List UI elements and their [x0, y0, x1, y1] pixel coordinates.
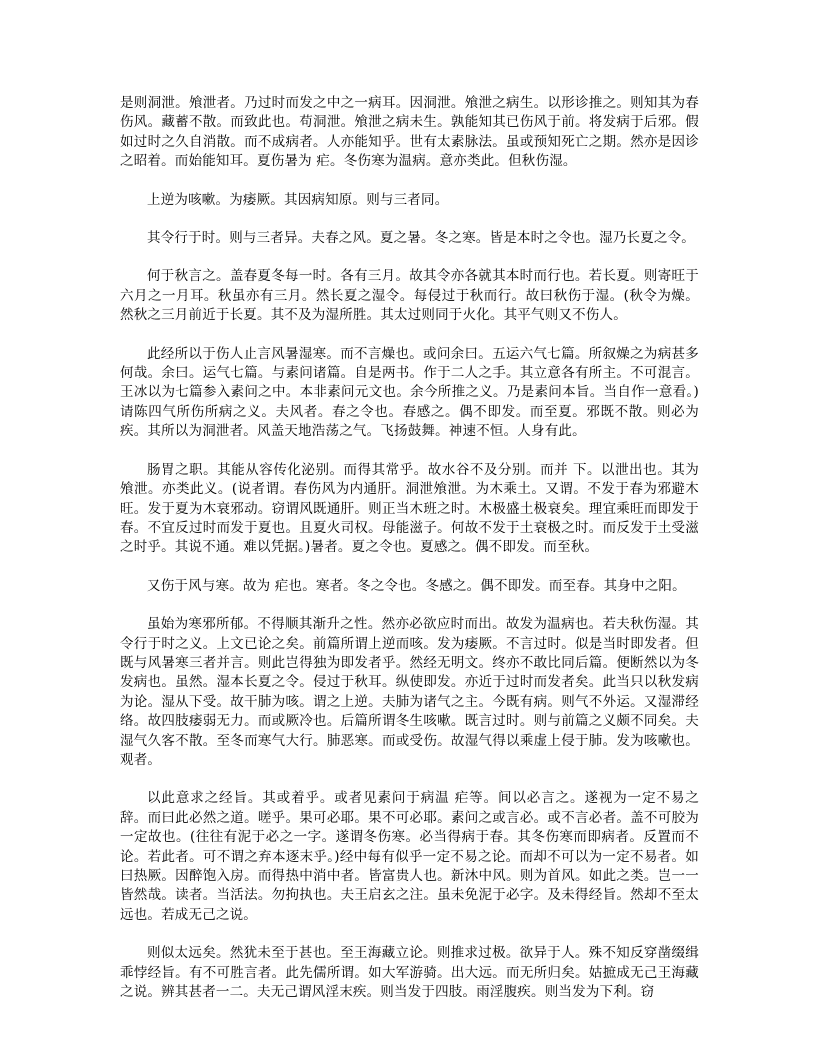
paragraph-9: 以此意求之经旨。其或着乎。或者见素问于病温 疟等。间以必言之。遂视为一定不易之辞。而曰此必然之道。嗟乎。果可必耶。果不可必耶。素问之或言必。或不言必者。盖不可胶为一定故也。(往往有泥于必之一字。遂谓冬伤寒。必当得病于春。其冬伤寒而即病者。反置而不论。若此者。可不谓之弃本逐末乎。)经中每有似乎一定不易之论。而却不可以为一定不易者。如曰热厥。因醉饱入房。而得热中消中者。皆富贵人也。新沐中风。则为首风。如此之类。岂一一皆然哉。读者。当活法。勿拘执也。夫王启玄之注。虽未免泥于必字。及未得经旨。然却不至太远也。若成无己之说。 [120, 790, 699, 923]
paragraph-10: 则似太远矣。然犹未至于甚也。至王海藏立论。则推求过极。欲异于人。殊不知反穿凿缀缉乖悖经旨。有不可胜言者。此先儒所谓。如大军游骑。出大远。而无所归矣。姑摭成无己王海藏之说。辨其甚者一二。夫无己谓风淫末疾。则当发于四肢。雨淫腹疾。则当发为下利。窃 [120, 945, 699, 1001]
paragraph-5: 此经所以于伤人止言风暑湿寒。而不言燥也。或问余曰。五运六气七篇。所叙燥之为病甚多何哉。余曰。运气七篇。与素问诸篇。自是两书。作于二人之手。其立意各有所主。不可混言。王冰以为七篇参入素问之中。本非素问元文也。余今所推之义。乃是素问本旨。当自作一意看。)请陈四气所伤所病之义。夫风者。春之令也。春感之。偶不即发。而至夏。邪既不散。则必为疾。其所以为洞泄者。风盖天地浩荡之气。飞扬鼓舞。神速不恒。人身有此。 [120, 345, 699, 440]
paragraph-7: 又伤于风与寒。故为 疟也。寒者。冬之令也。冬感之。偶不即发。而至春。其身中之阳。 [147, 577, 686, 594]
paragraph-6: 肠胃之职。其能从容传化泌别。而得其常乎。故水谷不及分别。而并 下。以泄出也。其为飧泄。亦类此义。(说者谓。春伤风为内通肝。洞泄飧泄。为木乘土。又谓。不发于春为邪避木旺。发于夏为木衰邪动。窃谓风既通肝。则正当木班之时。木极盛土极衰矣。理宜乘旺而即发于春。不宜反过时而发于夏也。且夏火司权。母能滋子。何故不发于土衰极之时。而反发于土受滋之时乎。其说不通。难以凭据。)暑者。夏之令也。夏感之。偶不即发。而至秋。 [120, 461, 699, 556]
paragraph-8: 虽始为寒邪所郁。不得顺其渐升之性。然亦必欲应时而出。故发为温病也。若夫秋伤湿。其令行于时之义。上文已论之矣。前篇所谓上逆而咳。发为痿厥。不言过时。似是当时即发者。但既与风暑寒三者并言。则此岂得独为即发者乎。然经无明文。终亦不敢比同后篇。便断然以为冬发病也。虽然。湿本长夏之令。侵过于秋耳。纵使即发。亦近于过时而发者矣。此当只以秋发病为论。湿从下受。故干肺为咳。谓之上逆。夫肺为诸气之主。今既有病。则气不外运。又湿滞经络。故四肢痿弱无力。而或厥冷也。后篇所谓冬生咳嗽。既言过时。则与前篇之义颇不同矣。夫湿气久客不散。至冬而寒气大行。肺恶寒。而或受伤。故湿气得以乘虚上侵于肺。发为咳嗽也。观者。 [120, 616, 699, 768]
paragraph-2: 上逆为咳嗽。为痿厥。其因病知原。则与三者同。 [147, 191, 449, 208]
paragraph-4: 何于秋言之。盖春夏冬每一时。各有三月。故其令亦各就其本时而行也。若长夏。则寄旺于六月之一月耳。秋虽亦有三月。然长夏之湿令。每侵过于秋而行。故曰秋伤于湿。(秋令为燥。然秋之三月前近于长夏。其不及为湿所胜。其太过则同于火化。其平气则又不伤人。 [120, 268, 699, 324]
paragraph-3: 其令行于时。则与三者异。夫春之风。夏之暑。冬之寒。皆是本时之令也。湿乃长夏之令。 [147, 230, 695, 247]
paragraph-1: 是则洞泄。飧泄者。乃过时而发之中之一病耳。因洞泄。飧泄之病生。以形诊推之。则知其为春伤风。藏蓄不散。而致此也。苟洞泄。飧泄之病未生。孰能知其已伤风于前。将发病于后邪。假如过时之久自消散。而不成病者。人亦能知乎。世有太素脉法。虽或预知死亡之期。然亦是因诊之昭着。而始能知耳。夏伤暑为 疟。冬伤寒为温病。意亦类此。但秋伤湿。 [120, 95, 699, 170]
